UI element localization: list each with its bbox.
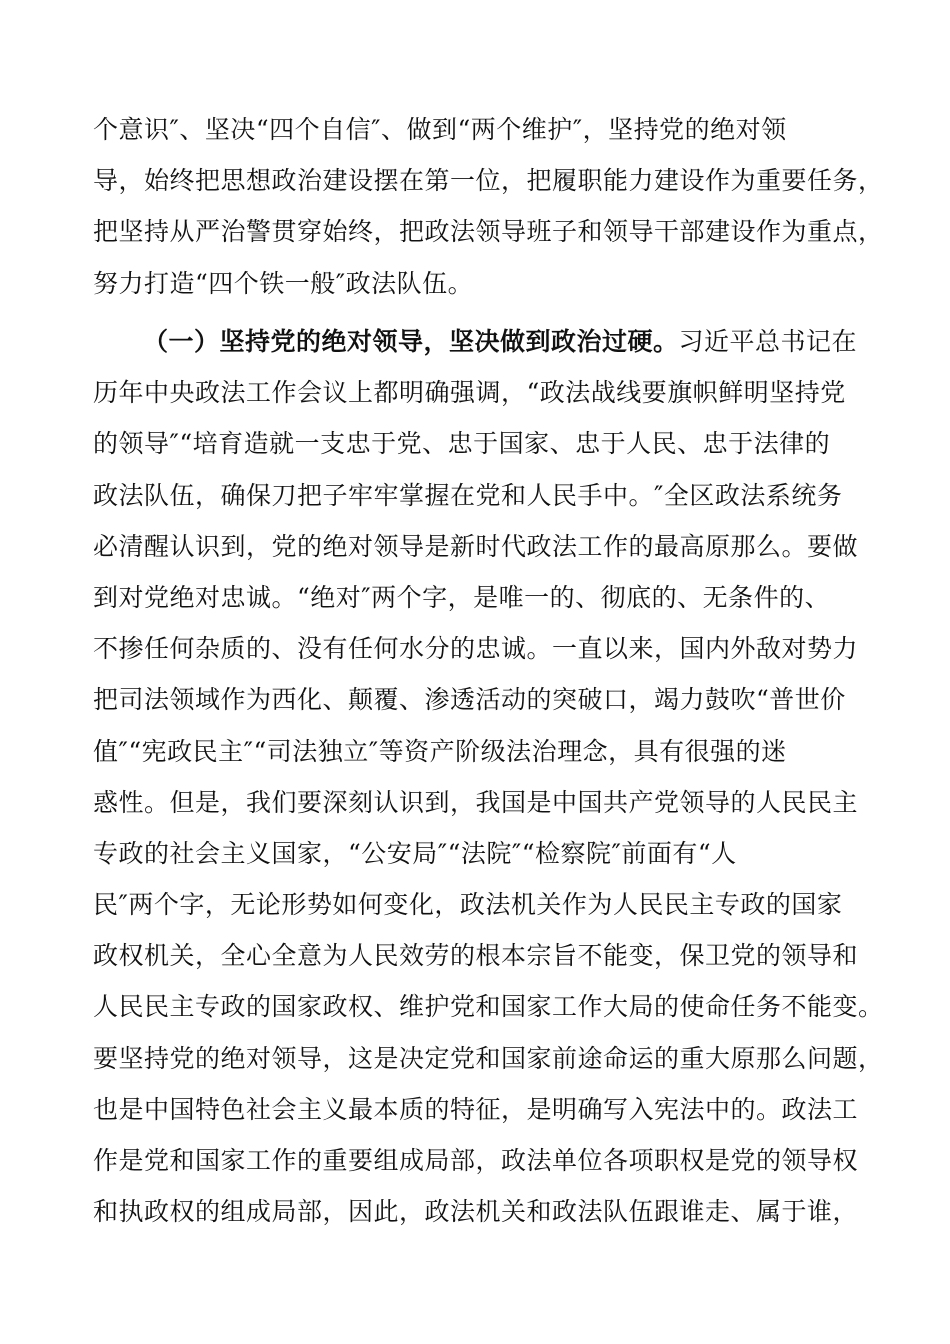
text-line: 作是党和国家工作的重要组成局部，政法单位各项职权是党的领导权 (93, 1146, 859, 1175)
section-heading: （一）坚持党的绝对领导，坚决做到政治过硬。 (143, 327, 679, 356)
text-line: 的领导″“培育造就一支忠于党、忠于国家、忠于人民、忠于法律的 (93, 429, 831, 459)
text-line: 也是中国特色社会主义最本质的特征，是明确写入宪法中的。政法工 (93, 1094, 859, 1124)
paragraph-2 (93, 316, 884, 1237)
text-line: 值″“宪政民主″“司法独立″等资产阶级法治理念，具有很强的迷 (93, 736, 787, 766)
text-line: 政权机关，全心全意为人民效劳的根本宗旨不能变，保卫党的领导和 (93, 941, 859, 971)
text-line: 历年中央政法工作会议上都明确强调，“政法战线要旗帜鲜明坚持党 (93, 378, 846, 408)
text-line: 到对党绝对忠诚。“绝对″两个字，是唯一的、彻底的、无条件的、 (93, 582, 831, 612)
text-line: 专政的社会主义国家，“公安局″“法院″“检察院″前面有“人 (93, 838, 737, 868)
text-line: 民″两个字，无论形势如何变化，政法机关作为人民民主专政的国家 (93, 890, 843, 920)
text-line: 把坚持从严治警贯穿始终，把政法领导班子和领导干部建设作为重点， (93, 217, 884, 247)
text-line: 和执政权的组成局部，因此，政法机关和政法队伍跟谁走、属于谁， (93, 1197, 859, 1227)
text-line: 惑性。但是，我们要深刻认识到，我国是中国共产党领导的人民民主 (93, 787, 859, 817)
text-line: 努力打造“四个铁一般″政法队伍。 (93, 268, 474, 298)
text-line: 把司法领域作为西化、颠覆、渗透活动的突破口，竭力鼓吹“普世价 (93, 685, 846, 715)
paragraph-1 (93, 104, 884, 309)
text-line: 政法队伍，确保刀把子牢牢掌握在党和人民手中。″全区政法系统务 (93, 480, 843, 510)
text-line: 人民民主专政的国家政权、维护党和国家工作大局的使命任务不能变。 (93, 992, 884, 1022)
text-line: 不掺任何杂质的、没有任何水分的忠诚。一直以来，国内外敌对势力 (93, 634, 859, 664)
heading-rest-text: 习近平总书记在 (678, 327, 858, 356)
text-line-first (93, 316, 863, 367)
text-line: 要坚持党的绝对领导，这是决定党和国家前途命运的重大原那么问题， (93, 1043, 884, 1073)
text-line: 个意识″、坚决“四个自信″、做到“两个维护″，坚持党的绝对领 (93, 115, 787, 144)
text-line: 导，始终把思想政治建设摆在第一位，把履职能力建设作为重要任务， (93, 166, 884, 196)
text-line: 必清醒认识到，党的绝对领导是新时代政法工作的最高原那么。要做 (93, 531, 859, 561)
